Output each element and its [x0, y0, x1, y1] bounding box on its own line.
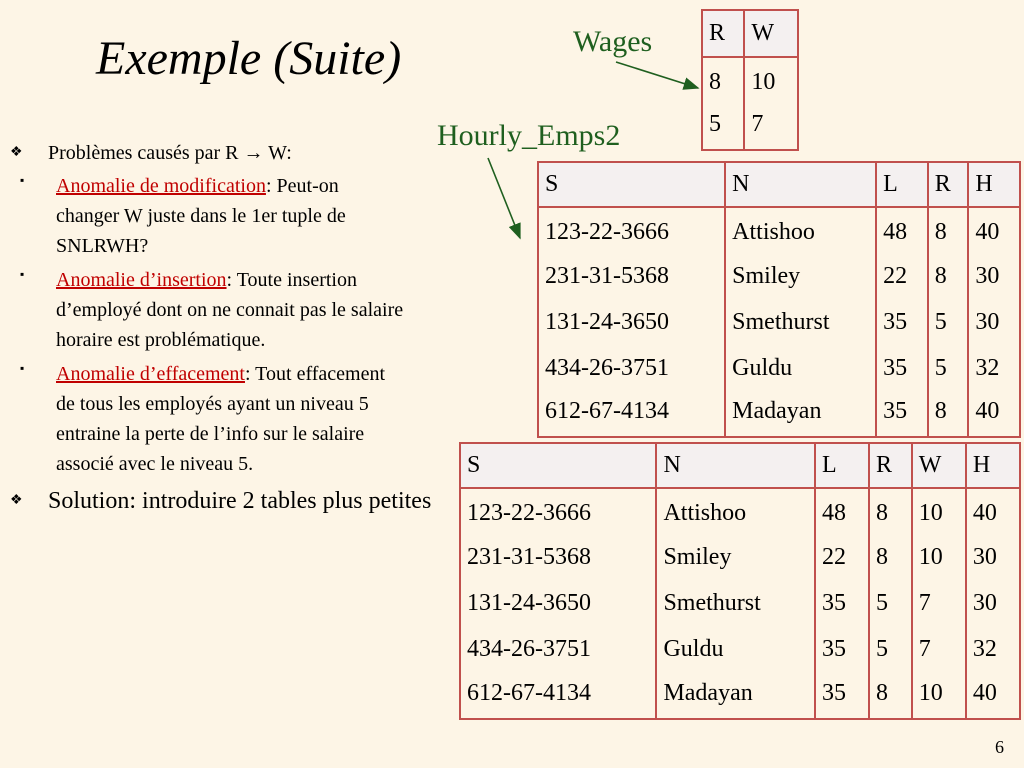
column-header: W: [744, 10, 798, 57]
table-cell: 32: [966, 627, 1020, 673]
diamond-bullet-icon: ❖: [10, 145, 23, 160]
table-row: [460, 627, 1020, 673]
table-cell: 22: [876, 253, 928, 299]
column-header: R: [702, 10, 744, 57]
anomaly-separator: :: [244, 363, 251, 385]
column-header: L: [876, 162, 928, 207]
table-row: [538, 345, 1020, 391]
table-cell: Attishoo: [656, 488, 815, 534]
diamond-bullet-icon: ❖: [10, 493, 23, 508]
table-cell: 32: [968, 345, 1020, 391]
anomaly-separator: :: [265, 175, 272, 197]
table-cell: 123-22-3666: [467, 500, 591, 527]
table-cell: Madayan: [725, 391, 876, 437]
table-row: [538, 207, 1020, 253]
column-header: H: [966, 443, 1020, 488]
table-cell: 5: [869, 580, 912, 626]
square-bullet-icon: ▪: [20, 361, 25, 375]
sub-bullet-modification: [10, 171, 406, 261]
table-header-row: [538, 162, 1020, 207]
hourly-emps2-table-label: Hourly_Emps2: [437, 119, 621, 152]
table-cell: 7: [912, 627, 966, 673]
bullet-text: W:: [268, 142, 292, 164]
table-cell: 612-67-4134: [545, 398, 669, 424]
table-cell: 434-26-3751: [467, 636, 591, 663]
table-cell: 40: [966, 673, 1020, 719]
table-cell: Smiley: [656, 534, 815, 580]
anomaly-term: Anomalie d’insertion: [56, 269, 227, 291]
table-cell: 40: [966, 488, 1020, 534]
table-row: [538, 253, 1020, 299]
arrow-right-icon: →: [243, 142, 264, 164]
hourly-emps2-table: [537, 161, 1021, 438]
table-cell: 7: [912, 580, 966, 626]
bullet-problems: [10, 142, 440, 479]
table-cell: 35: [815, 580, 869, 626]
table-cell: 35: [815, 627, 869, 673]
table-cell: 8: [869, 488, 912, 534]
page-number: 6: [995, 737, 1004, 757]
table-cell: 123-22-3666: [545, 219, 669, 245]
table-row: [538, 391, 1020, 437]
table-cell: 8: [928, 253, 969, 299]
hourly-pointer-arrow: [488, 158, 520, 238]
anomaly-description: Peut-on changer W juste dans le 1er tuple de SNLRWH?: [56, 175, 346, 257]
column-header: S: [460, 443, 656, 488]
table-row: [460, 488, 1020, 534]
sub-bullet-deletion: [10, 359, 406, 479]
table-row: [702, 57, 798, 104]
column-header: R: [928, 162, 969, 207]
table-cell: Guldu: [725, 345, 876, 391]
sub-bullet-list: [20, 171, 440, 479]
square-bullet-icon: ▪: [20, 173, 25, 187]
table-cell: Attishoo: [725, 207, 876, 253]
table-row: [460, 673, 1020, 719]
column-header: W: [912, 443, 966, 488]
bullet-text: Solution: introduire 2 tables plus petites: [48, 488, 432, 514]
table-row: [538, 299, 1020, 345]
table-cell: 5: [709, 110, 721, 137]
anomaly-description: Toute insertion d’employé dont on ne connait pas le salaire horaire est problématique.: [56, 269, 404, 351]
sub-bullet-insertion: [10, 265, 406, 355]
table-cell: 8: [928, 391, 969, 437]
wages-table-label: Wages: [573, 25, 653, 58]
table-cell: 434-26-3751: [545, 354, 669, 381]
table-cell: 131-24-3650: [467, 589, 591, 616]
table-cell: 35: [876, 391, 928, 437]
table-cell: 10: [912, 488, 966, 534]
table-cell: 8: [928, 207, 969, 253]
wages-pointer-arrow: [616, 62, 698, 88]
anomaly-separator: :: [226, 269, 233, 291]
wages-table: [701, 9, 799, 151]
table-cell: 5: [928, 345, 969, 391]
table-cell: 8: [869, 534, 912, 580]
table-header-row: [702, 10, 798, 57]
table-cell: 10: [912, 534, 966, 580]
table-cell: 612-67-4134: [467, 679, 591, 706]
table-cell: 22: [815, 534, 869, 580]
table-cell: 30: [968, 253, 1020, 299]
square-bullet-icon: ▪: [20, 267, 25, 281]
column-header: S: [538, 162, 725, 207]
table-cell: 10: [744, 57, 798, 104]
table-cell: 231-31-5368: [545, 262, 669, 289]
table-cell: 231-31-5368: [467, 543, 591, 570]
table-cell: 30: [966, 580, 1020, 626]
column-header: N: [725, 162, 876, 207]
table-cell: 30: [966, 534, 1020, 580]
table-cell: Smethurst: [656, 580, 815, 626]
anomaly-description: Tout effacement de tous les employés ayant un niveau 5 entraine la perte de l’info sur le salaire associé avec le niveau 5.: [56, 363, 386, 475]
table-cell: Guldu: [656, 627, 815, 673]
anomaly-term: Anomalie de modification: [56, 175, 266, 197]
table-cell: 48: [876, 207, 928, 253]
table-cell: Smethurst: [725, 299, 876, 345]
table-cell: 40: [968, 391, 1020, 437]
table-row: [702, 104, 798, 151]
column-header: H: [968, 162, 1020, 207]
column-header: N: [656, 443, 815, 488]
bullet-text: Problèmes causés par R: [48, 142, 239, 164]
table-cell: Madayan: [656, 673, 815, 719]
table-cell: 8: [869, 673, 912, 719]
column-header: L: [815, 443, 869, 488]
table-cell: 35: [876, 345, 928, 391]
slide-title: Exemple (Suite): [96, 32, 402, 85]
table-cell: 40: [968, 207, 1020, 253]
bullet-list: [10, 142, 440, 525]
table-cell: 131-24-3650: [545, 308, 669, 335]
table-row: [460, 534, 1020, 580]
table-cell: Smiley: [725, 253, 876, 299]
table-cell: 30: [968, 299, 1020, 345]
table-cell: 35: [815, 673, 869, 719]
table-cell: 5: [928, 299, 969, 345]
table-cell: 7: [744, 104, 798, 151]
table-cell: 8: [709, 69, 721, 96]
table-header-row: [460, 443, 1020, 488]
anomaly-term: Anomalie d’effacement: [56, 363, 245, 385]
table-cell: 35: [876, 299, 928, 345]
snlrwh-table: [459, 442, 1021, 720]
bullet-solution: [10, 485, 440, 519]
column-header: R: [869, 443, 912, 488]
table-cell: 48: [815, 488, 869, 534]
table-cell: 5: [869, 627, 912, 673]
table-row: [460, 580, 1020, 626]
table-cell: 10: [912, 673, 966, 719]
